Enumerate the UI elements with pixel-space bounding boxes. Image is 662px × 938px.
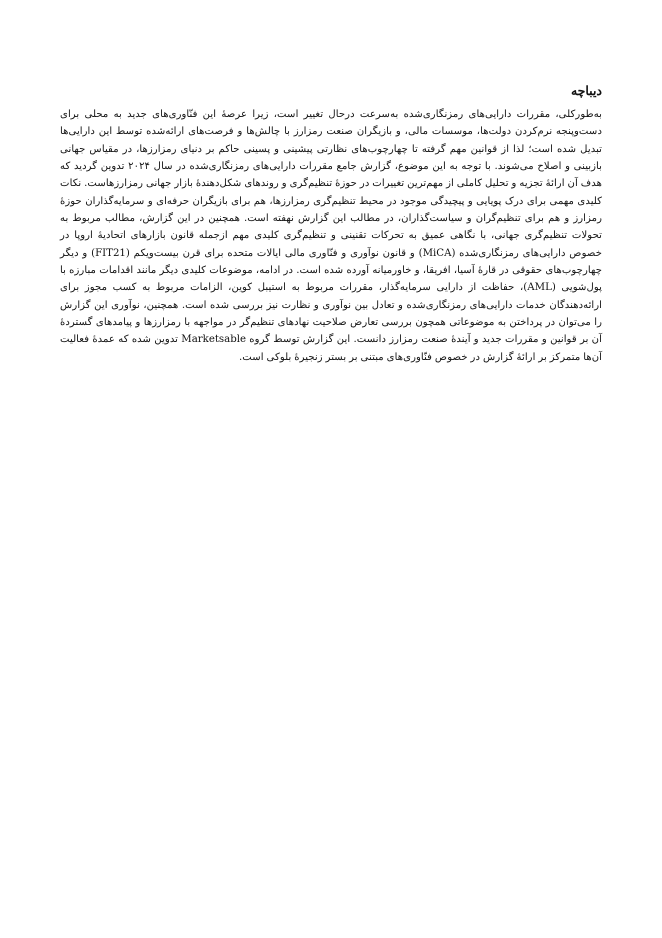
preface-paragraph: به‌طورکلی، مقررات دارایی‌های رمزنگاری‌شده به‌سرعت درحال تغییر است، زیرا عرصهٔ این فنّاوری‌های جدید به محلی برای دست‌وپنجه نرم‌کردن دولت‌ها، موسسات مالی، و بازیگران صنعت رمزارز با چالش‌ها و فرصت‌های ارائه‌شده توسط این دارایی‌ها تبدیل شده است؛ لذا از قوانین مهم گرفته تا چهارچوب‌های نظارتی پیشینی و پسینی حاکم بر دنیای رمزارزها، در مقیاس جهانی بازبینی و اصلاح می‌شوند. با توجه به این موضوع، گزارش جامع مقررات دارایی‌های رمزنگاری‌شده در سال ۲۰۲۴ تدوین گردید که هدف آن ارائهٔ تجزیه و تحلیل کاملی از مهم‌ترین تغییرات در حوزهٔ تنظیم‌گری و روندهای شکل‌دهندهٔ بازار جهانی رمزارزهاست. نکات کلیدی مهمی برای درک پویایی و پیچیدگی موجود در محیط تنظیم‌گری رمزارزها، هم برای بازیگران حرفه‌ای و سرمایه‌گذاران حوزهٔ رمزارز و هم برای تنظیم‌گران و سیاست‌گذاران، در مطالب این گزارش نهفته است. همچنین در این گزارش، مطالب مربوط به تحولات تنظیم‌گری جهانی، با نگاهی عمیق به تحرکات تقنینی و تنظیم‌گری کلیدی مهم ازجمله قانون بازارهای اتحادیهٔ اروپا در خصوص دارایی‌های رمزنگاری‌شده (MiCA) و قانون نوآوری و فنّاوری مالی ایالات متحده برای قرن بیست‌ویکم (FIT21) و دیگر چهارچوب‌های حقوقی در قارهٔ آسیا، افریقا، و خاورمیانه آورده شده است. در ادامه، موضوعات کلیدی دیگر مانند اقدامات مبارزه با پول‌شویی (AML)، حفاظت از دارایی سرمایه‌گذار، مقررات مربوط به استیبل کوین، الزامات مربوط به کسب مجوز برای ارائه‌دهندگان خدمات دارایی‌های رمزنگاری‌شده و تعادل بین نوآوری و نظارت نیز بررسی شده است. همچنین، نوآوری این گزارش را می‌توان در پرداختن به موضوعاتی همچون بررسی تعارض صلاحیت نهادهای تنظیم‌گر در مواجهه با رمزارزها و پیامدهای گستردهٔ آن بر قوانین و مقررات جدید و آیندهٔ صنعت رمزارز دانست. این گزارش توسط گروه Marketsable تدوین شده که عمدهٔ فعالیت آن‌ها متمرکز بر ارائهٔ گزارش در خصوص فنّاوری‌های مبتنی بر بستر زنجیرهٔ بلوکی است. xyxy=(60,109,602,363)
section-heading: دیباچه xyxy=(570,83,602,98)
preface-section xyxy=(60,82,602,366)
